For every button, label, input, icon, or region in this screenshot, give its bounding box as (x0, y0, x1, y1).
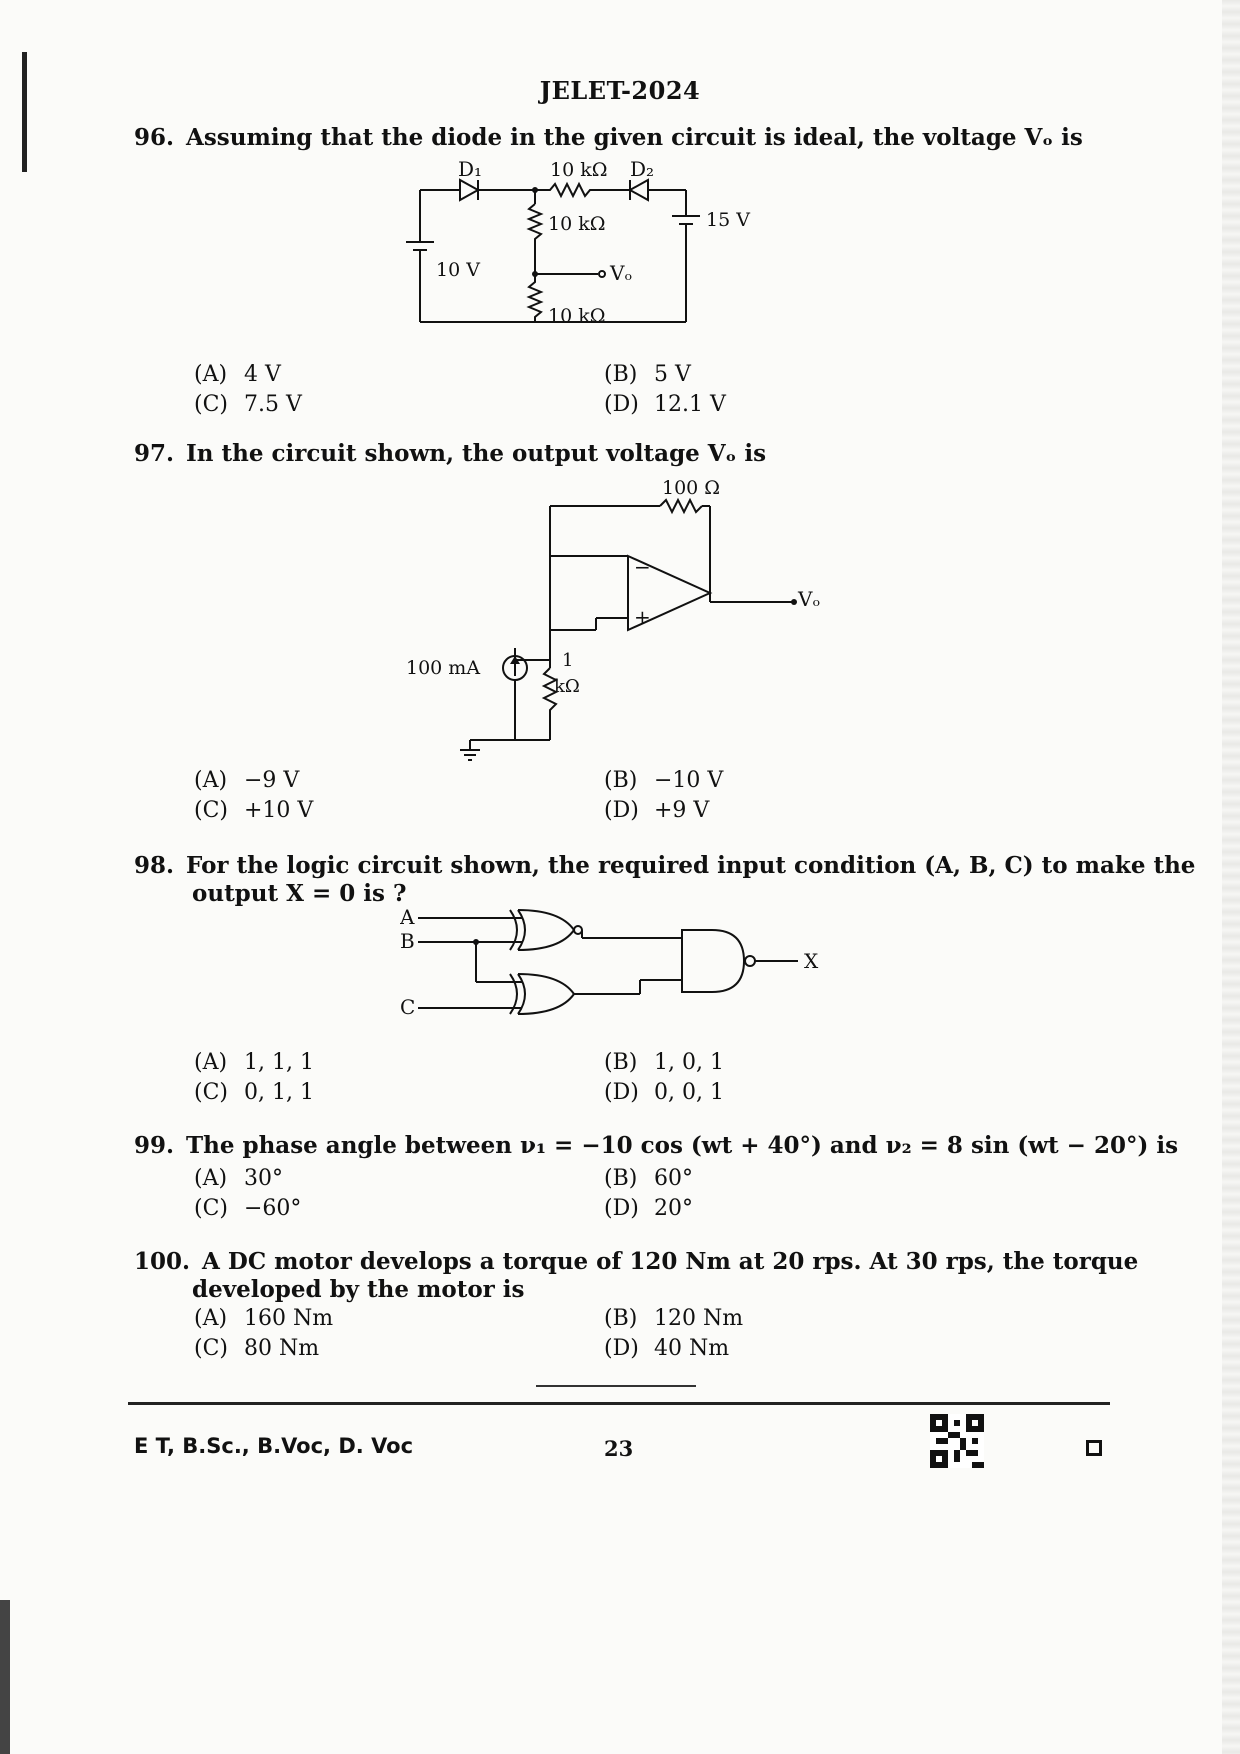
option-a: (A) 1, 1, 1 (194, 1050, 314, 1075)
option-b: (B) 60° (604, 1166, 693, 1191)
question-number: 97. (134, 440, 175, 467)
scan-edge-right (1222, 0, 1240, 1754)
qr-code-icon (930, 1414, 984, 1468)
question-text-line1: For the logic circuit shown, the required input condition (A, B, C) to make the (186, 852, 1196, 879)
resistor-mid-label: 10 kΩ (548, 213, 606, 235)
option-d: (D) +9 V (604, 798, 710, 823)
question-text: Assuming that the diode in the given circuit is ideal, the voltage Vₒ is (186, 124, 1083, 151)
page-number: 23 (604, 1436, 634, 1461)
question-100 (134, 1248, 1138, 1276)
current-source-label: 100 mA (406, 657, 481, 679)
question-text-line2: output X = 0 is ? (192, 880, 407, 907)
input-b-label: B (400, 929, 415, 953)
circuit-96 (380, 152, 820, 352)
logic-circuit-98 (400, 896, 840, 1036)
question-99 (134, 1132, 1178, 1160)
diode-d1-label: D₁ (458, 157, 483, 181)
resistor-bot-label: 10 kΩ (548, 305, 606, 327)
load-resistor-value: 1 (562, 650, 574, 671)
option-c: (C) −60° (194, 1196, 302, 1221)
option-b: (B) 120 Nm (604, 1306, 744, 1331)
option-a: (A) −9 V (194, 768, 300, 793)
end-rule (536, 1385, 696, 1387)
circuit-97 (400, 470, 840, 770)
question-96 (134, 124, 1083, 152)
question-text: In the circuit shown, the output voltage Vₒ is (186, 440, 767, 467)
option-d: (D) 20° (604, 1196, 693, 1221)
question-text-line2: developed by the motor is (192, 1276, 525, 1303)
option-b: (B) 1, 0, 1 (604, 1050, 724, 1075)
question-98 (134, 852, 1195, 880)
footer-rule (128, 1402, 1110, 1405)
option-d: (D) 40 Nm (604, 1336, 730, 1361)
opamp-minus: − (634, 555, 651, 579)
margin-rule (22, 52, 27, 172)
input-c-label: C (400, 995, 416, 1019)
option-a: (A) 4 V (194, 362, 281, 387)
option-b: (B) −10 V (604, 768, 724, 793)
question-number: 98. (134, 852, 175, 879)
option-b: (B) 5 V (604, 362, 691, 387)
opamp-plus: + (634, 605, 651, 629)
question-number: 100. (134, 1248, 191, 1275)
option-c: (C) 7.5 V (194, 392, 302, 417)
scan-edge-strip (0, 1600, 10, 1754)
load-resistor-unit: kΩ (554, 676, 580, 697)
option-a: (A) 30° (194, 1166, 283, 1191)
feedback-resistor-label: 100 Ω (662, 477, 721, 499)
option-c: (C) 0, 1, 1 (194, 1080, 314, 1105)
footer-course: E T, B.Sc., B.Voc, D. Voc (134, 1434, 414, 1458)
page-header: JELET-2024 (539, 76, 701, 105)
option-a: (A) 160 Nm (194, 1306, 334, 1331)
question-number: 99. (134, 1132, 175, 1159)
question-number: 96. (134, 124, 175, 151)
option-d: (D) 12.1 V (604, 392, 726, 417)
question-text-line1: A DC motor develops a torque of 120 Nm at 20 rps. At 30 rps, the torque (202, 1248, 1139, 1275)
source-left-label: 10 V (436, 259, 480, 281)
output-x-label: X (804, 949, 819, 973)
output-label: Vₒ (798, 587, 821, 611)
question-100-cont (192, 1276, 525, 1304)
source-right-label: 15 V (706, 209, 750, 231)
question-98-cont (192, 880, 406, 908)
option-c: (C) 80 Nm (194, 1336, 320, 1361)
square-mark-icon (1086, 1440, 1102, 1456)
diode-d2-label: D₂ (630, 157, 655, 181)
resistor-top-label: 10 kΩ (550, 159, 608, 181)
option-d: (D) 0, 0, 1 (604, 1080, 724, 1105)
question-97 (134, 440, 766, 468)
input-a-label: A (400, 905, 415, 929)
question-text: The phase angle between ν₁ = −10 cos (wt + 40°) and ν₂ = 8 sin (wt − 20°) is (186, 1132, 1179, 1159)
option-c: (C) +10 V (194, 798, 314, 823)
output-label: Vₒ (610, 261, 633, 285)
